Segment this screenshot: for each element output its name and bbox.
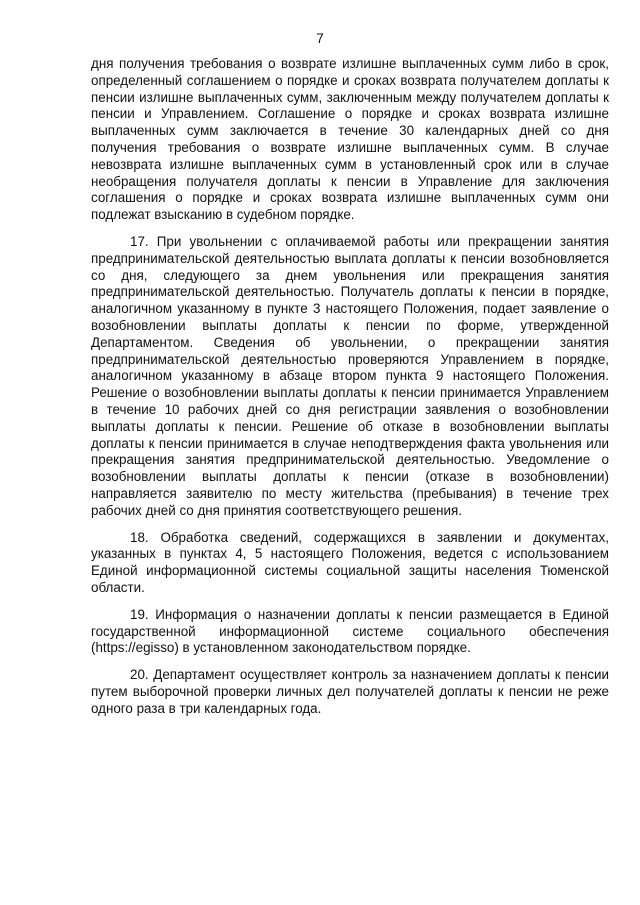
paragraph-continuation: дня получения требования о возврате излишне выплаченных сумм либо в срок, определенный соглашением о порядке и сроках возврата получателем доплаты к пенсии излишне выплаченных сумм, заключенным между получателем доплаты к пенсии и Управлением. Соглашение о порядке и сроках возврата излишне выплаченных сумм заключается в течение 30 календарных дней со дня получения требования о возврате излишне выплаченных сумм. В случае невозврата излишне выплаченных сумм в установленный срок или в случае необращения получателя доплаты к пенсии в Управление для заключения соглашения о порядке и сроках возврата излишне выплаченных сумм они подлежат взысканию в судебном порядке. — [91, 56, 609, 223]
paragraph-20: 20. Департамент осуществляет контроль за назначением доплаты к пенсии путем выборочной проверки личных дел получателей доплаты к пенсии не реже одного раза в три календарных года. — [91, 667, 609, 716]
paragraph-18: 18. Обработка сведений, содержащихся в заявлении и документах, указанных в пунктах 4, 5 настоящего Положения, ведется с использованием Единой информационной системы социальной защиты населения Тюменской области. — [91, 529, 609, 595]
paragraph-19: 19. Информация о назначении доплаты к пенсии размещается в Единой государственной информационной системе социального обеспечения (https://egisso) в установленном законодательством порядке. — [91, 606, 609, 656]
document-body — [91, 56, 609, 717]
page-number: 7 — [316, 31, 324, 46]
paragraph-17: 17. При увольнении с оплачиваемой работы или прекращении занятия предпринимательской деятельностью выплата доплаты к пенсии возобновляется со дня, следующего за днем увольнения или прекращения занятия предпринимательской деятельностью. Получатель доплаты к пенсии в порядке, аналогичном указанному в пункте 3 настоящего Положения, подает заявление о возобновлении выплаты доплаты к пенсии по форме, утвержденной Департаментом. Сведения об увольнении, о прекращении занятия предпринимательской деятельностью проверяются Управлением в порядке, аналогичном указанному в абзаце втором пункта 9 настоящего Положения. Решение о возобновлении выплаты доплаты к пенсии принимается Управлением в течение 10 рабочих дней со дня регистрации заявления о возобновлении выплаты доплаты к пенсии. Решение об отказе в возобновлении выплаты доплаты к пенсии принимается в случае неподтверждения факта увольнения или прекращения занятия предпринимательской деятельностью. Уведомление о возобновлении выплаты доплаты к пенсии (отказе в возобновлении) направляется заявителю по месту жительства (пребывания) в течение трех рабочих дней со дня принятия соответствующего решения. — [91, 233, 609, 518]
